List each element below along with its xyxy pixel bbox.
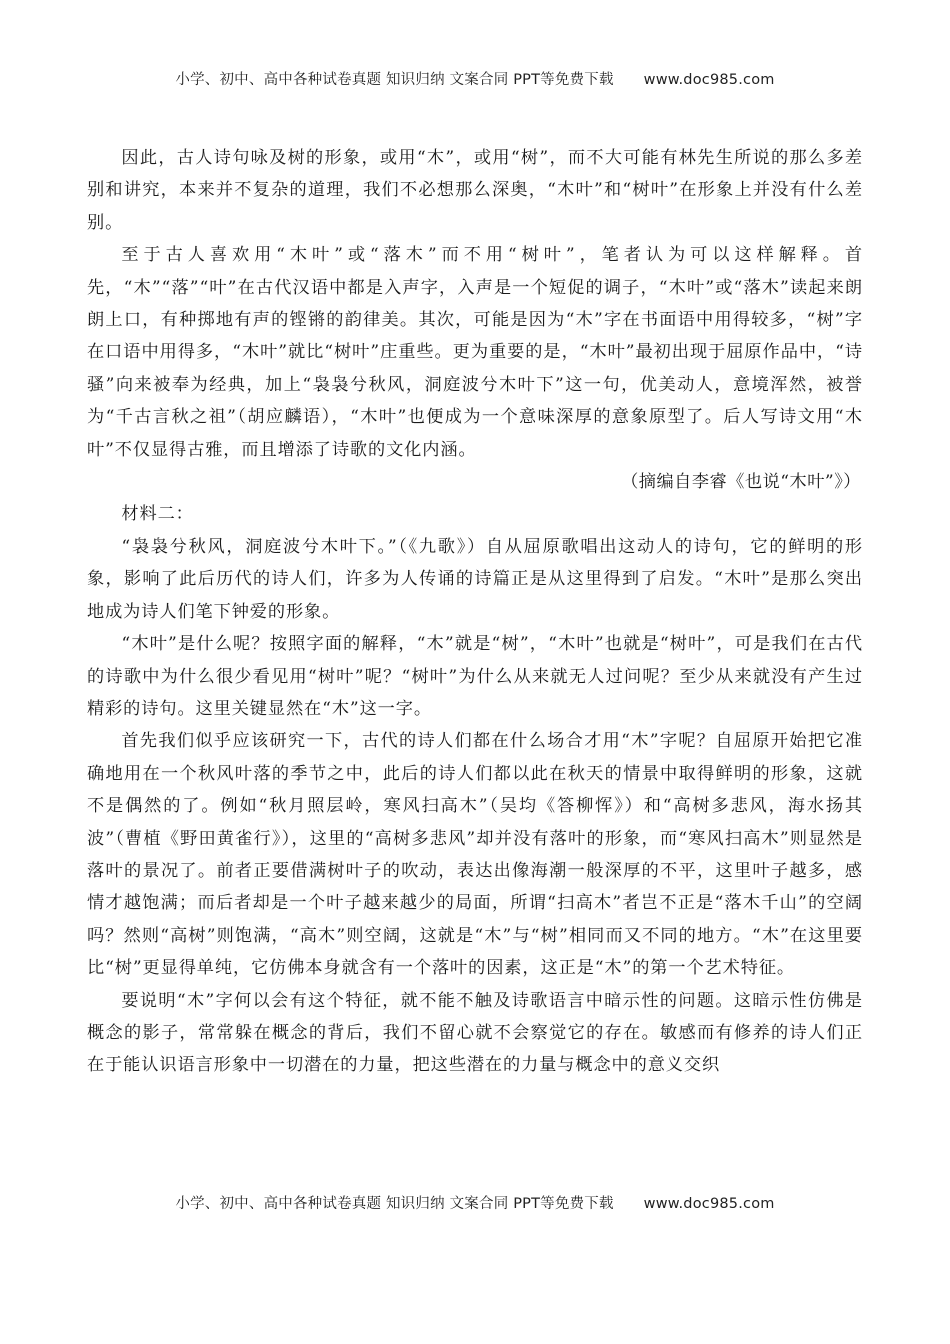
paragraph-1: 因此，古人诗句咏及树的形象，或用“木”，或用“树”，而不大可能有林先生所说的那么多差别和讲究，本来并不复杂的道理，我们不必想那么深奥，“木叶”和“树叶”在形象上并没有什么差别。 (87, 148, 863, 233)
paragraph-6: 要说明“木”字何以会有这个特征，就不能不触及诗歌语言中暗示性的问题。这暗示性仿佛是概念的影子，常常躲在概念的背后，我们不留心就不会察觉它的存在。敏感而有修养的诗人们正在于能认识语言形象中一切潜在的力量，把这些潜在的力量与概念中的意义交织 (87, 990, 863, 1076)
footer-url[interactable]: www.doc985.com (643, 1196, 775, 1212)
paragraph-2: 至于古人喜欢用“木叶”或“落木”而不用“树叶”，笔者认为可以这样解释。首先，“木”“落”“叶”在古代汉语中都是入声字，入声是一个短促的调子，“木叶”或“落木”读起来朗朗上口，有种掷地有声的铿锵的韵律美。其次，可能是因为“木”字在书面语中用得较多，“树”字在口语中用得多，“木叶”就比“树叶”庄重些。更为重要的是，“木叶”最初出现于屈原作品中，“诗骚”向来被奉为经典，加上“袅袅兮秋风，洞庭波兮木叶下”这一句，优美动人，意境浑然，被誉为“千古言秋之祖”（胡应麟语），“木叶”也便成为一个意味深厚的意象原型了。后人写诗文用“木叶”不仅显得古雅，而且增添了诗歌的文化内涵。 (87, 245, 863, 460)
material-two-heading: 材料二： (121, 504, 194, 525)
paragraph-4: “木叶”是什么呢？按照字面的解释，“木”就是“树”，“木叶”也就是“树叶”，可是我们在古代的诗歌中为什么很少看见用“树叶”呢？“树叶”为什么从来就无人过问呢？至少从来就没有产生过精彩的诗句。这里关键显然在“木”这一字。 (87, 634, 863, 719)
header-text: 小学、初中、高中各种试卷真题 知识归纳 文案合同 PPT等免费下载 (175, 72, 614, 88)
header-url[interactable]: www.doc985.com (643, 72, 775, 88)
source-citation: （摘编自李睿《也说“木叶”》） (621, 472, 861, 493)
footer-text: 小学、初中、高中各种试卷真题 知识归纳 文案合同 PPT等免费下载 (175, 1196, 614, 1212)
page-footer (0, 1192, 950, 1213)
paragraph-5: 首先我们似乎应该研究一下，古代的诗人们都在什么场合才用“木”字呢？自屈原开始把它准确地用在一个秋风叶落的季节之中，此后的诗人们都以此在秋天的情景中取得鲜明的形象，这就不是偶然的了。例如“秋月照层岭，寒风扫高木”（吴均《答柳恽》）和“高树多悲风，海水扬其波”（曹植《野田黄雀行》），这里的“高树多悲风”却并没有落叶的形象，而“寒风扫高木”则显然是落叶的景况了。前者正要借满树叶子的吹动，表达出像海潮一般深厚的不平，这里叶子越多，感情才越饱满；而后者却是一个叶子越来越少的局面，所谓“扫高木”者岂不正是“落木千山”的空阔吗？然则“高树”则饱满，“高木”则空阔，这就是“木”与“树”相同而又不同的地方。“木”在这里要比“树”更显得单纯，它仿佛本身就含有一个落叶的因素，这正是“木”的第一个艺术特征。 (87, 731, 863, 979)
article-body (87, 142, 863, 1082)
page-header (0, 68, 950, 89)
paragraph-3: “袅袅兮秋风，洞庭波兮木叶下。”（《九歌》）自从屈原歌唱出这动人的诗句，它的鲜明的形象，影响了此后历代的诗人们，许多为人传诵的诗篇正是从这里得到了启发。“木叶”是那么突出地成为诗人们笔下钟爱的形象。 (87, 536, 863, 622)
